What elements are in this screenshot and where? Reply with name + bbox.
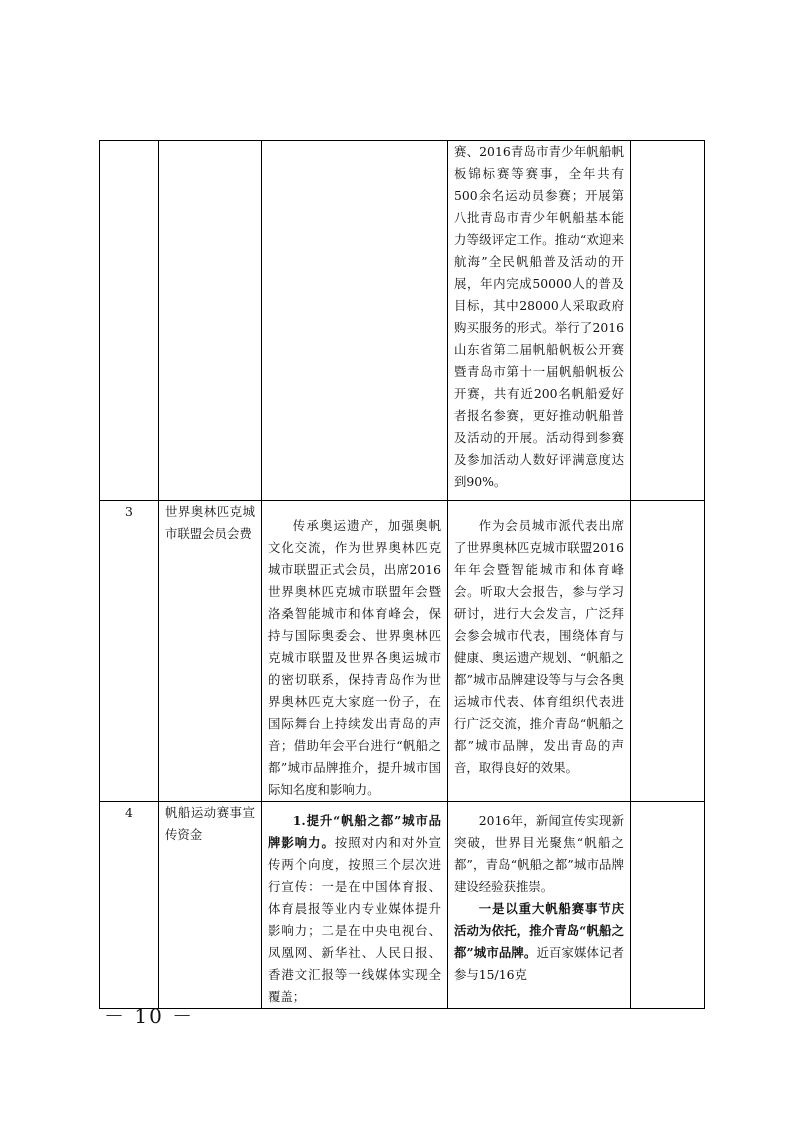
result-paragraph: 赛、2016青岛市青少年帆船帆板锦标赛等赛事，全年共有500余名运动员参赛；开展第八批青岛市青少年帆船基本能力等级评定工作。推动“欢迎来航海”全民帆船普及活动的开展，年内完成50000人的普及目标，其中28000人采取政府购买服务的形式。举行了2016山东省第二届帆船帆板公开赛暨青岛市第十一届帆船帆板公开赛，共有近200名帆船爱好者报名参赛，更好推动帆船普及活动的开展。活动得到参赛及参加活动人数好评满意度达到90%。	[454, 144, 624, 489]
report-table	[99, 140, 705, 1009]
result-paragraph: 作为会员城市派代表出席了世界奥林匹克城市联盟2016年年会暨智能城市和体育峰会。听取大会报告，参与学习研讨，进行大会发言，广泛拜会参会城市代表，围绕体育与健康、奥运遗产规划、“帆船之都”城市品牌建设等与与会各奥运城市代表、体育组织代表进行广泛交流，推介青岛“帆船之都”城市品牌，发出青岛的声音，取得良好的效果。	[454, 518, 624, 775]
remark-cell	[631, 141, 705, 501]
result-paragraph: 2016年，新闻宣传实现新突破，世界目光聚焦“帆船之都”，青岛“帆船之都”城市品牌建设经验获推崇。	[454, 813, 624, 894]
remark-cell	[631, 802, 705, 1009]
result-text: 近百家媒体记者参与15/16克	[454, 945, 624, 982]
basis-paragraph	[268, 810, 441, 1008]
result-bold-lead: 一是以重大帆船赛事节庆活动为依托，推介青岛“帆船之都”城市品牌。	[454, 901, 624, 960]
basis-paragraph: 传承奥运遗产，加强奥帆文化交流，作为世界奥林匹克城市联盟正式会员，出席2016世界奥林匹克城市联盟年会暨洛桑智能城市和体育峰会，保持与国际奥委会、世界奥林匹克城市联盟及世界各奥运城市的密切联系，保持青岛作为世界奥林匹克大家庭一份子，在国际舞台上持续发出青岛的声音；借助年会平台进行“帆船之都”城市品牌推介，提升城市国际知名度和影响力。	[268, 518, 441, 797]
item-name-cell	[159, 141, 262, 501]
table-row	[100, 141, 705, 501]
result-cell	[448, 501, 631, 802]
table-row	[100, 501, 705, 802]
item-name-cell: 世界奥林匹克城市联盟会员会费	[159, 501, 262, 802]
row-number-cell: 4	[100, 802, 159, 1009]
remark-cell	[631, 501, 705, 802]
basis-cell	[262, 141, 448, 501]
result-paragraph	[454, 898, 624, 986]
table-row	[100, 802, 705, 1009]
item-name-cell: 帆船运动赛事宣传资金	[159, 802, 262, 1009]
basis-cell	[262, 802, 448, 1009]
page-number: － 10 －	[104, 1004, 195, 1028]
basis-bold-lead: 1.提升“帆船之都”城市品牌影响力。	[268, 813, 441, 850]
basis-text: 按照对内和对外宣传两个向度，按照三个层次进行宣传：一是在中国体育报、体育晨报等业内专业媒体提升影响力；二是在中央电视台、凤凰网、新华社、人民日报、香港文汇报等一线媒体实现全覆盖；	[268, 835, 442, 1004]
row-number-cell: 3	[100, 501, 159, 802]
result-cell	[448, 802, 631, 1009]
basis-cell	[262, 501, 448, 802]
row-number-cell	[100, 141, 159, 501]
result-cell	[448, 141, 631, 501]
